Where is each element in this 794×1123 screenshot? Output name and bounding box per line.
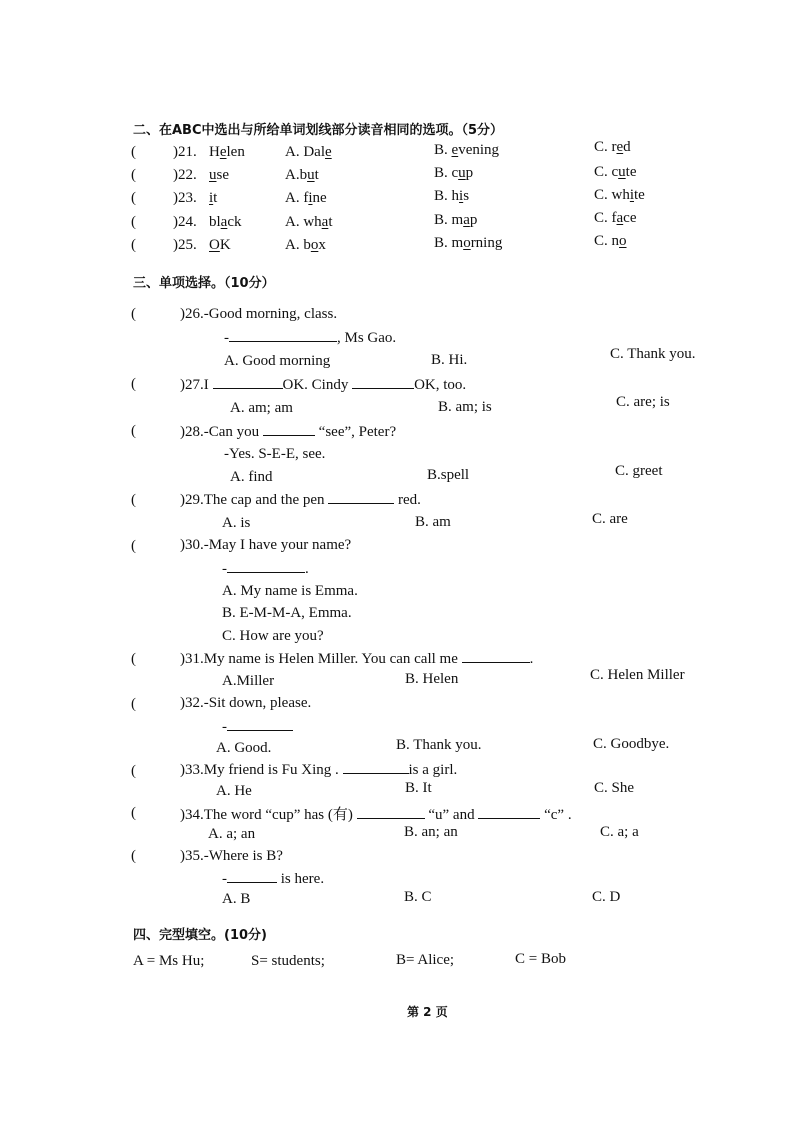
role-c: C = Bob [515, 951, 566, 967]
blank[interactable] [343, 761, 409, 774]
q35-response: - is here. [222, 871, 325, 887]
q35-option-a[interactable]: A. B [222, 891, 251, 907]
q25-option-b[interactable]: B. morning [434, 235, 503, 251]
q25-option-a[interactable]: A. box [285, 237, 326, 253]
q27-option-b[interactable]: B. am; is [438, 399, 492, 415]
q25-number: )25. [173, 237, 197, 253]
answer-paren[interactable]: ( [131, 651, 136, 667]
q33-option-c[interactable]: C. She [594, 780, 635, 796]
underlined-letter: i [308, 190, 313, 206]
q29-option-b[interactable]: B. am [415, 514, 451, 530]
q33-option-b[interactable]: B. It [405, 780, 432, 796]
q34-option-a[interactable]: A. a; an [208, 826, 256, 842]
q23-word: it [209, 190, 218, 206]
q28-option-a[interactable]: A. find [230, 469, 273, 485]
q22-number: )22. [173, 167, 197, 183]
q30-option-c[interactable]: C. How are you? [222, 628, 324, 644]
underlined-letter: a [616, 210, 624, 226]
blank[interactable] [263, 423, 315, 436]
q28-stem: )28.-Can you “see”, Peter? [180, 424, 397, 440]
q30-option-b[interactable]: B. E-M-M-A, Emma. [222, 605, 352, 621]
answer-paren[interactable]: ( [131, 763, 136, 779]
role-b: B= Alice; [396, 952, 455, 968]
answer-paren[interactable]: ( [131, 423, 136, 439]
q30-response: - . [222, 561, 309, 577]
blank[interactable] [229, 329, 337, 342]
underlined-letter: e [325, 144, 332, 160]
q34-stem: )34.The word “cup” has (有) “u” and “c” . [180, 807, 572, 823]
q24-word: black [209, 214, 242, 230]
answer-paren[interactable]: ( [131, 237, 136, 253]
answer-paren[interactable]: ( [131, 805, 136, 821]
section-3-title: 三、单项选择。（10分） [133, 276, 275, 291]
underlined-letter: e [616, 139, 624, 155]
q23-option-b[interactable]: B. his [434, 188, 470, 204]
answer-paren[interactable]: ( [131, 214, 136, 230]
underlined-letter: o [310, 237, 319, 253]
role-a: A = Ms Hu; [133, 953, 205, 969]
underlined-letter: e [451, 142, 459, 158]
underlined-letter: i [209, 190, 214, 206]
underlined-letter: o [463, 235, 471, 251]
q25-word: OK [209, 237, 231, 253]
blank[interactable] [462, 650, 530, 663]
underlined-letter: u [458, 165, 466, 181]
q28-response: -Yes. S-E-E, see. [224, 446, 326, 462]
q25-option-c[interactable]: C. no [594, 233, 627, 249]
q27-option-a[interactable]: A. am; am [230, 400, 293, 416]
q31-option-b[interactable]: B. Helen [405, 671, 459, 687]
q31-option-a[interactable]: A.Miller [222, 673, 275, 689]
q35-option-b[interactable]: B. C [404, 889, 432, 905]
underlined-letter: e [219, 144, 227, 160]
q21-option-c[interactable]: C. red [594, 139, 631, 155]
section-2-title: 二、在ABC中选出与所给单词划线部分读音相同的选项。（5分） [133, 123, 504, 138]
q33-stem: )33.My friend is Fu Xing . is a girl. [180, 762, 458, 778]
underlined-letter: a [220, 214, 228, 230]
q35-option-c[interactable]: C. D [592, 889, 621, 905]
q24-option-b[interactable]: B. map [434, 212, 478, 228]
q28-option-c[interactable]: C. greet [615, 463, 663, 479]
q23-option-a[interactable]: A. fine [285, 190, 327, 206]
blank[interactable] [478, 806, 540, 819]
q30-option-a[interactable]: A. My name is Emma. [222, 583, 358, 599]
underlined-letter: o [619, 233, 627, 249]
blank[interactable] [213, 376, 283, 389]
q26-option-a[interactable]: A. Good morning [224, 353, 331, 369]
q32-stem: )32.-Sit down, please. [180, 695, 312, 711]
answer-paren[interactable]: ( [131, 167, 136, 183]
q29-stem: )29.The cap and the pen red. [180, 492, 421, 508]
q29-option-a[interactable]: A. is [222, 515, 251, 531]
q32-response: - [222, 718, 293, 736]
underlined-letter: i [629, 187, 635, 203]
blank[interactable] [357, 806, 425, 819]
role-s: S= students; [251, 953, 325, 969]
q34-option-b[interactable]: B. an; an [404, 824, 458, 840]
answer-paren[interactable]: ( [131, 492, 136, 508]
q32-option-c[interactable]: C. Goodbye. [593, 736, 670, 752]
answer-paren[interactable]: ( [131, 696, 136, 712]
blank[interactable] [352, 376, 414, 389]
q27-stem: )27.I OK. Cindy OK, too. [180, 377, 467, 393]
q29-option-c[interactable]: C. are [592, 511, 628, 527]
answer-paren[interactable]: ( [131, 376, 136, 392]
blank[interactable] [227, 870, 277, 883]
blank[interactable] [227, 560, 305, 573]
q26-option-b[interactable]: B. Hi. [431, 352, 468, 368]
q22-word: use [209, 167, 229, 183]
q31-option-c[interactable]: C. Helen Miller [590, 667, 685, 683]
underlined-letter: O [209, 237, 220, 253]
q33-option-a[interactable]: A. He [216, 783, 252, 799]
q22-option-c[interactable]: C. cute [594, 164, 637, 180]
answer-paren[interactable]: ( [131, 538, 136, 554]
underlined-letter: a [321, 214, 329, 230]
q30-stem: )30.-May I have your name? [180, 537, 352, 553]
q21-number: )21. [173, 144, 197, 160]
q22-option-b[interactable]: B. cup [434, 165, 474, 181]
underlined-letter: i [459, 188, 464, 204]
q24-option-a[interactable]: A. what [285, 214, 333, 230]
q26-stem: )26.-Good morning, class. [180, 306, 338, 322]
answer-paren[interactable]: ( [131, 848, 136, 864]
page-number: 第 2 页 [407, 1005, 448, 1019]
section-4-title: 四、完型填空。(10分) [133, 928, 267, 943]
q22-option-a[interactable]: A.but [285, 167, 319, 183]
q26-option-c[interactable]: C. Thank you. [610, 346, 696, 362]
q34-option-c[interactable]: C. a; a [600, 824, 639, 840]
blank[interactable] [328, 491, 394, 504]
underlined-letter: a [463, 212, 470, 228]
q24-option-c[interactable]: C. face [594, 210, 637, 226]
answer-paren[interactable]: ( [131, 190, 136, 206]
answer-paren[interactable]: ( [131, 306, 136, 322]
q32-option-b[interactable]: B. Thank you. [396, 737, 482, 753]
q32-option-a[interactable]: A. Good. [216, 740, 272, 756]
q24-number: )24. [173, 214, 197, 230]
answer-paren[interactable]: ( [131, 144, 136, 160]
q21-option-b[interactable]: B. evening [434, 142, 500, 158]
q21-option-a[interactable]: A. Dale [285, 144, 332, 160]
q21-word: Helen [209, 144, 245, 160]
q26-response: - , Ms Gao. [224, 330, 397, 346]
underlined-letter: u [618, 164, 626, 180]
q28-option-b[interactable]: B.spell [427, 467, 470, 483]
underlined-letter: u [307, 167, 315, 183]
q23-option-c[interactable]: C. white [594, 187, 645, 203]
q23-number: )23. [173, 190, 197, 206]
q31-stem: )31.My name is Helen Miller. You can call me . [180, 651, 534, 667]
q35-stem: )35.-Where is B? [180, 848, 283, 864]
underlined-letter: u [209, 167, 217, 183]
q27-option-c[interactable]: C. are; is [616, 394, 670, 410]
blank[interactable] [227, 718, 293, 731]
